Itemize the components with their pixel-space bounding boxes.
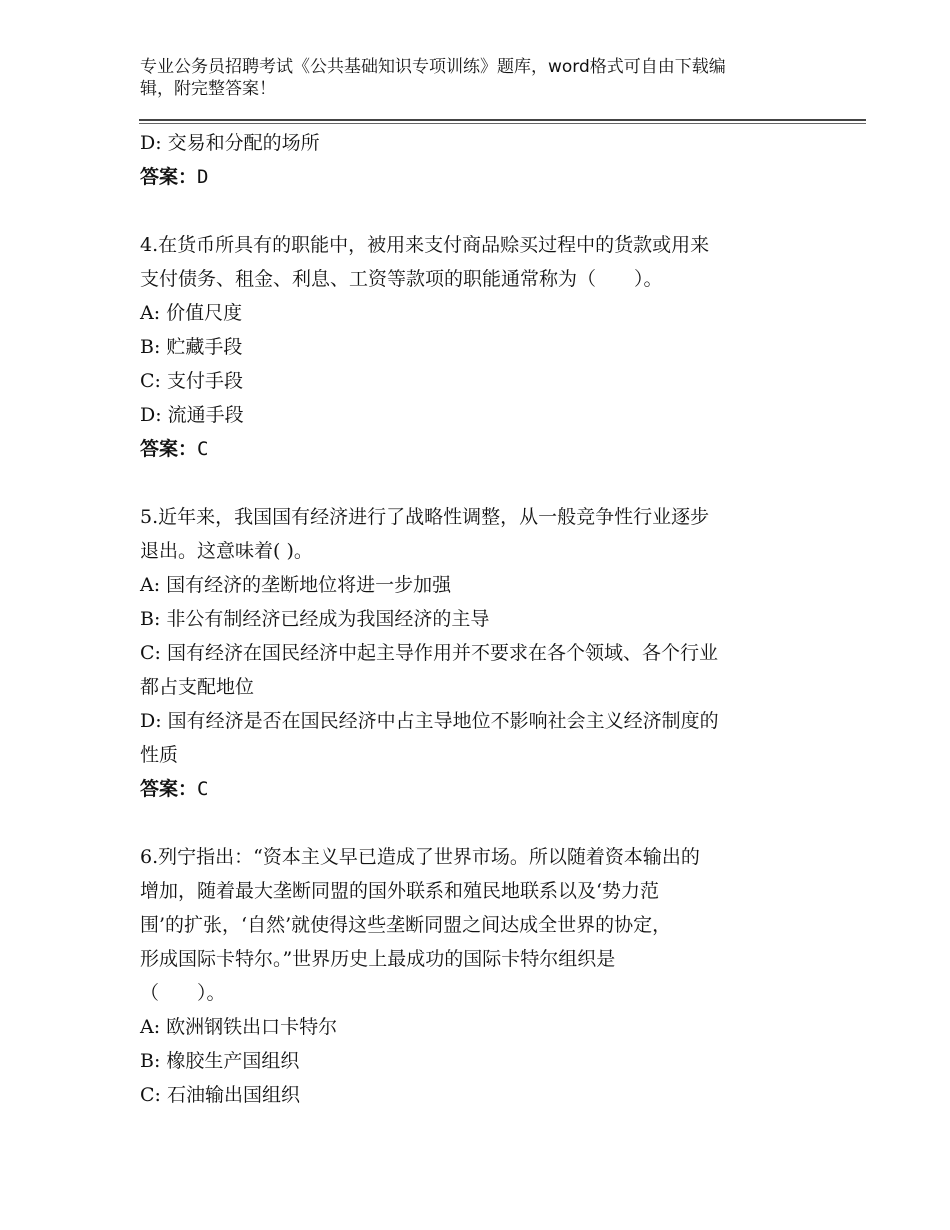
- question-content: [140, 126, 810, 1112]
- option-b: B: 非公有制经济已经成为我国经济的主导: [140, 608, 490, 630]
- spacer: [140, 806, 810, 840]
- answer-value: D: [197, 166, 209, 188]
- spacer: [140, 466, 810, 500]
- prev-option-d: D: 交易和分配的场所: [140, 132, 320, 154]
- option-d-continued: 性质: [140, 744, 179, 766]
- answer-value: C: [197, 438, 209, 460]
- option-b: B: 贮藏手段: [140, 336, 243, 358]
- question-5: [140, 500, 810, 806]
- question-stem-line: （ ）。: [140, 982, 226, 1004]
- answer-value: C: [197, 778, 209, 800]
- page-header: [140, 56, 800, 100]
- question-answer: [140, 432, 810, 466]
- question-stem-line: 退出。这意味着( )。: [140, 540, 313, 562]
- question-6: [140, 840, 810, 1112]
- option-a: A: 国有经济的垄断地位将进一步加强: [140, 574, 452, 596]
- question-4: [140, 228, 810, 466]
- option-c: C: 石油输出国组织: [140, 1084, 300, 1106]
- header-divider: [139, 119, 866, 125]
- question-stem-line: 5.近年来，我国国有经济进行了战略性调整，从一般竞争性行业逐步: [140, 506, 710, 528]
- option-a: A: 价值尺度: [140, 302, 243, 324]
- question-stem-line: 支付债务、租金、利息、工资等款项的职能通常称为（ ）。: [140, 268, 663, 290]
- spacer: [140, 194, 810, 228]
- question-stem-line: 6.列宁指出：“资本主义早已造成了世界市场。所以随着资本输出的: [140, 846, 700, 868]
- question-stem-line: 围’的扩张，‘自然’就使得这些垄断同盟之间达成全世界的协定，: [140, 914, 672, 936]
- option-a: A: 欧洲钢铁出口卡特尔: [140, 1016, 338, 1038]
- header-text-line-2: 辑，附完整答案！: [140, 79, 276, 99]
- option-b: B: 橡胶生产国组织: [140, 1050, 300, 1072]
- question-answer: [140, 772, 810, 806]
- prev-answer: [140, 160, 810, 194]
- option-d: D: 国有经济是否在国民经济中占主导地位不影响社会主义经济制度的: [140, 710, 719, 732]
- answer-label: 答案：: [140, 166, 198, 188]
- header-text-line-1: 专业公务员招聘考试《公共基础知识专项训练》题库，word格式可自由下载编: [140, 57, 726, 77]
- option-c-continued: 都占支配地位: [140, 676, 255, 698]
- header-divider-thick: [139, 119, 866, 121]
- question-stem-line: 4.在货币所具有的职能中，被用来支付商品赊买过程中的货款或用来: [140, 234, 710, 256]
- option-c: C: 支付手段: [140, 370, 243, 392]
- question-stem-line: 增加，随着最大垄断同盟的国外联系和殖民地联系以及‘势力范: [140, 880, 660, 902]
- question-stem-line: 形成国际卡特尔。”世界历史上最成功的国际卡特尔组织是: [140, 948, 616, 970]
- answer-label: 答案：: [140, 438, 198, 460]
- header-divider-thin: [139, 123, 866, 124]
- option-d: D: 流通手段: [140, 404, 244, 426]
- answer-label: 答案：: [140, 778, 198, 800]
- option-c: C: 国有经济在国民经济中起主导作用并不要求在各个领域、各个行业: [140, 642, 718, 664]
